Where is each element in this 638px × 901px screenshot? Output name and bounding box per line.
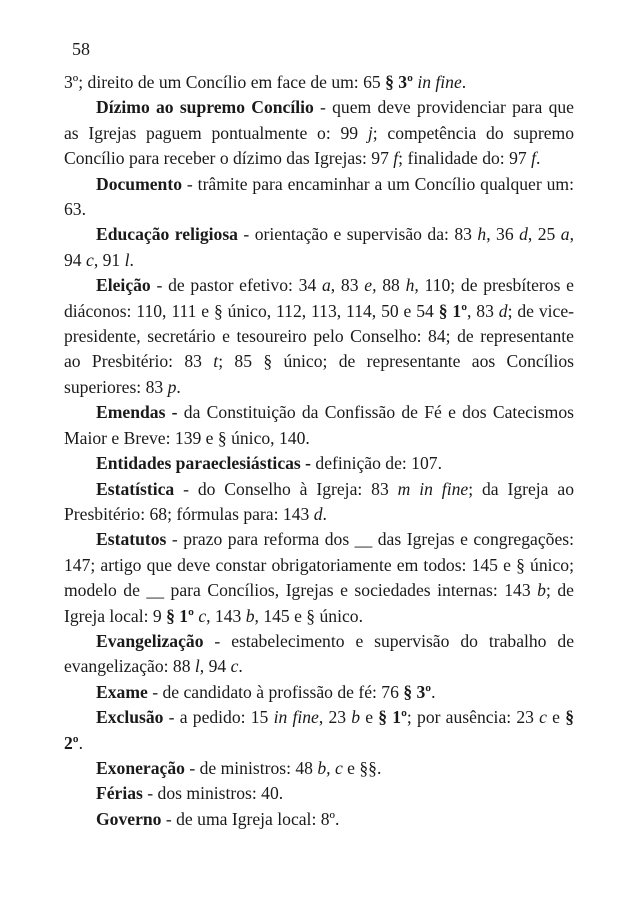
index-entry-continuation xyxy=(64,70,574,95)
entry-text: ; por ausência: 23 xyxy=(406,707,540,728)
entry-reference-italic: c xyxy=(539,707,547,728)
entry-text: - orientação e supervisão da: 83 xyxy=(237,224,478,245)
entry-text: - de ministros: 48 xyxy=(184,757,318,778)
index-entry-exoneracao xyxy=(64,756,574,781)
entry-heading: Eleição xyxy=(96,275,151,296)
entry-reference-bold: § 1º xyxy=(438,300,468,321)
index-entries xyxy=(64,70,574,832)
entry-text: . xyxy=(129,249,134,270)
entry-reference-italic: t xyxy=(213,351,219,372)
entry-heading: Evangelização xyxy=(96,630,204,651)
entry-text: , 83 xyxy=(330,275,365,296)
entry-text: - de uma Igreja local: 8º. xyxy=(161,808,340,829)
entry-text: . xyxy=(322,503,327,524)
entry-reference-bold: § 1º xyxy=(378,707,407,728)
entry-text: e xyxy=(360,707,379,728)
index-entry-estatistica xyxy=(64,477,574,528)
page-number: 58 xyxy=(72,39,90,59)
index-entry-dizimo xyxy=(64,95,574,171)
entry-reference-italic: l xyxy=(124,249,130,270)
entry-reference-bold: § 2º xyxy=(64,707,574,753)
entry-heading: Educação religiosa xyxy=(96,224,238,245)
entry-heading: Exame xyxy=(96,681,148,702)
entry-reference-italic: f xyxy=(531,148,536,169)
entry-heading: Exclusão xyxy=(96,707,164,728)
entry-text: ; da Igreja ao Presbitério: 68; fórmulas para: 143 xyxy=(64,478,574,524)
entry-text: , 94 xyxy=(199,656,231,677)
entry-reference-italic: d xyxy=(498,300,508,321)
entry-text: 88 xyxy=(376,275,406,296)
entry-reference-bold: § 3º xyxy=(385,72,413,92)
entry-text: ; de vice-presidente, secretário e tesoureiro pelo Conselho: 84; de representante ao Presbitério: 83 xyxy=(64,300,574,372)
entry-text: e xyxy=(546,707,566,728)
entry-text: . xyxy=(431,681,436,702)
entry-text: . xyxy=(461,72,467,92)
entry-reference-italic: b xyxy=(245,605,255,626)
entry-text: - do Conselho à Igreja: 83 xyxy=(174,478,398,499)
entry-text: ; finalidade do: 97 xyxy=(398,148,532,169)
entry-reference-italic: p xyxy=(167,376,177,397)
entry-text: ; 85 § único; de representante aos Concílios superiores: 83 xyxy=(64,351,574,397)
entry-text: , 25 xyxy=(527,224,561,245)
entry-heading: Estatutos xyxy=(96,529,167,550)
entry-heading: Entidades paraeclesiásticas - xyxy=(96,453,312,474)
entry-reference-italic: e, xyxy=(364,275,377,296)
entry-reference-italic: h, xyxy=(405,275,419,296)
entry-text: ; competência do supremo Concílio para receber o dízimo das Igrejas: 97 xyxy=(64,122,574,169)
entry-reference-italic: b, c xyxy=(317,757,343,778)
entry-heading: Documento xyxy=(96,173,183,194)
entry-reference-italic: j xyxy=(367,122,373,143)
entry-reference-italic: d xyxy=(313,503,323,524)
index-entry-ferias xyxy=(64,781,574,806)
index-entry-documento xyxy=(64,172,574,223)
entry-text: - estabelecimento e supervisão do trabalho de evangelização: 88 xyxy=(64,630,574,677)
entry-reference-italic: in fine xyxy=(273,707,319,728)
entry-text: 110; de presbíteros e diáconos: 110, 111 e § único, 112, 113, 114, 50 e 54 xyxy=(64,275,574,321)
entry-reference-italic: f xyxy=(393,148,399,169)
index-entry-emendas xyxy=(64,400,574,451)
index-entry-eleicao xyxy=(64,273,574,400)
entry-heading: Emendas - xyxy=(96,402,178,423)
entry-heading: Exoneração xyxy=(96,757,185,778)
index-entry-estatutos xyxy=(64,527,574,629)
entry-text: - a pedido: 15 xyxy=(163,707,274,728)
entry-text: , 23 xyxy=(318,707,352,728)
entry-text: - prazo para reforma dos __ das Igrejas e congregações: 147; artigo que deve constar obrigatoriamente em todos: 145 e § único; modelo de __ para Concílios, Igrejas e sociedades internas: 143 xyxy=(64,529,574,601)
entry-heading: Dízimo ao supremo Concílio xyxy=(96,97,314,118)
entry-reference-italic: a xyxy=(560,224,570,245)
entry-reference-bold: § 1º xyxy=(166,605,194,626)
entry-reference-italic: c xyxy=(198,605,207,626)
index-entry-exame xyxy=(64,680,574,705)
entry-heading: Férias xyxy=(96,783,143,804)
entry-reference-italic: b xyxy=(537,580,546,601)
entry-text: , 143 xyxy=(206,605,246,626)
index-entry-evangelizacao xyxy=(64,629,574,680)
index-entry-exclusao xyxy=(64,705,574,756)
entry-text: , 94 xyxy=(64,224,574,270)
entry-text: da Constituição da Confissão de Fé e dos Catecismos Maior e Breve: 139 e § único, 140. xyxy=(64,402,574,448)
entry-text: definição de: 107. xyxy=(311,453,442,474)
entry-text: , 83 xyxy=(467,300,499,321)
entry-text: - de candidato à profissão de fé: 76 xyxy=(147,681,404,702)
entry-text: . xyxy=(78,732,84,753)
entry-reference-italic: a xyxy=(321,275,331,296)
entry-text: . xyxy=(238,656,243,677)
entry-reference-italic: c xyxy=(86,249,94,270)
entry-reference-italic: h xyxy=(477,224,487,245)
entry-reference-italic: in fine xyxy=(417,72,462,92)
entry-text: , 145 e § único. xyxy=(254,605,363,626)
entry-text: - dos ministros: 40. xyxy=(142,783,284,804)
entry-heading: Estatística xyxy=(96,478,175,499)
entry-text: . xyxy=(535,148,541,169)
index-entry-governo xyxy=(64,807,574,832)
index-entry-entidades xyxy=(64,451,574,476)
entry-text: e §§. xyxy=(342,757,382,778)
entry-text: - trâmite para encaminhar a um Concílio qualquer um: 63. xyxy=(64,173,574,220)
entry-reference-italic: c xyxy=(230,656,239,677)
entry-text: ; de Igreja local: 9 xyxy=(64,580,574,626)
entry-text: - de pastor efetivo: 34 xyxy=(150,275,322,296)
entry-reference-italic: d xyxy=(519,224,528,245)
entry-text: - quem deve providenciar para que as Igrejas paguem pontualmente o: 99 xyxy=(64,97,574,143)
entry-text: . xyxy=(176,376,181,397)
entry-reference-italic: b xyxy=(351,707,361,728)
entry-reference-italic: l xyxy=(194,656,200,677)
entry-text: , 91 xyxy=(93,249,125,270)
entry-text: 3º; direito de um Concílio em face de um: 65 xyxy=(64,72,386,92)
entry-heading: Governo xyxy=(96,808,162,829)
entry-reference-italic: m in fine xyxy=(397,478,469,499)
index-entry-educacao xyxy=(64,222,574,273)
entry-reference-bold: § 3º xyxy=(403,681,432,702)
entry-text: , 36 xyxy=(486,224,520,245)
